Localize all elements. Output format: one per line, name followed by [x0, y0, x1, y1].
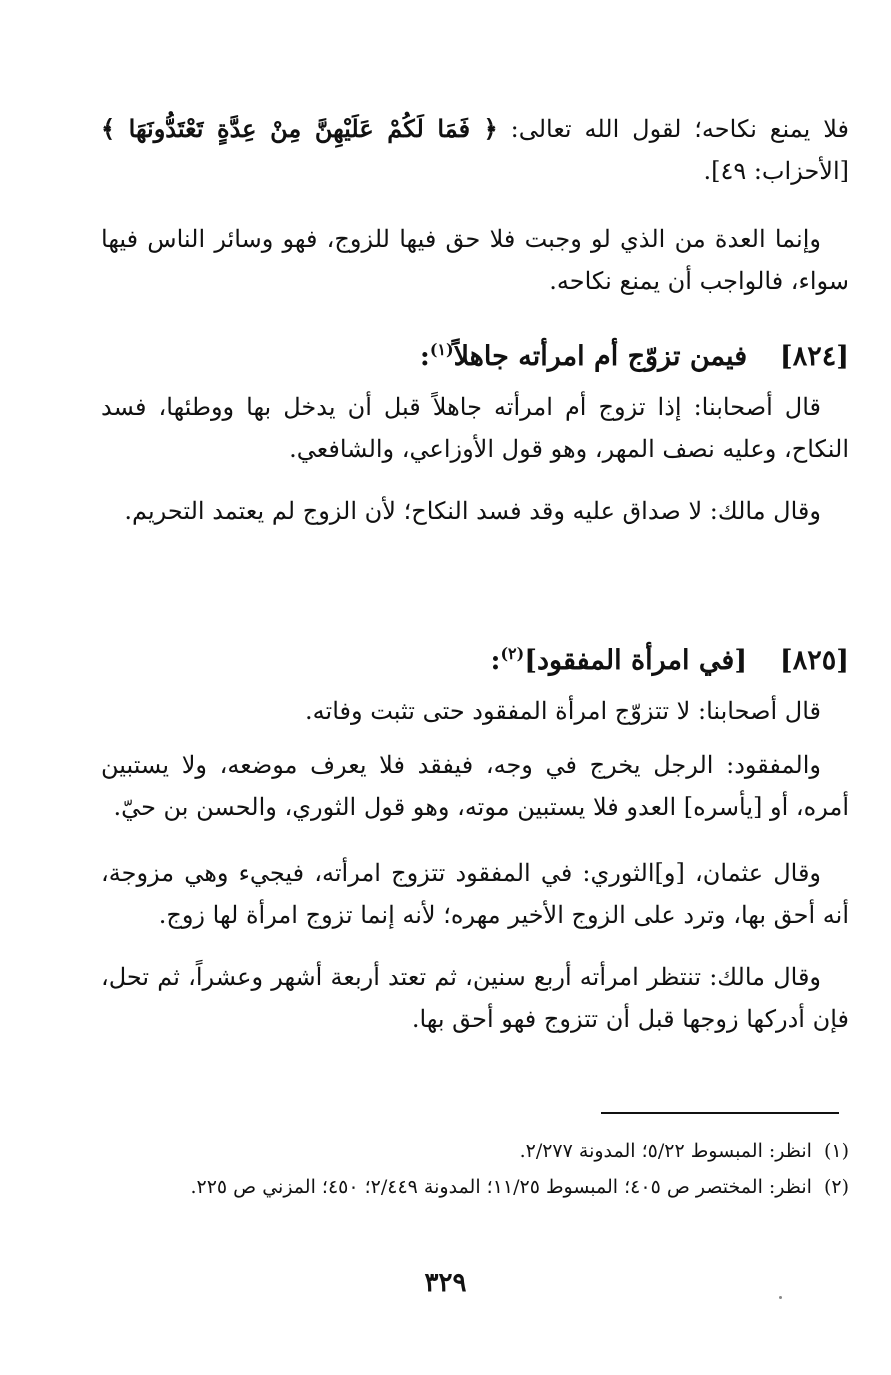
quran-verse: ﴿ فَمَا لَكُمْ عَلَيْهِنَّ مِنْ عِدَّةٍ تَعْتَدُّونَهَا ﴾	[101, 114, 498, 143]
footnote-2	[101, 1169, 849, 1205]
footnote-text: انظر: المبسوط ٥/٢٢؛ المدونة ٢/٢٧٧.	[519, 1140, 812, 1162]
paragraph-text: وقال عثمان، [و]الثوري: في المفقود تتزوج امرأته، فيجيء وهي مزوجة، أنه أحق بها، وترد على الزوج الأخير مهره؛ لأنه إنما تزوج امرأة لها زوج.	[101, 859, 849, 929]
verse-citation: [الأحزاب: ٤٩].	[703, 157, 849, 185]
paragraph-ashabuna-824	[101, 386, 849, 470]
paragraph-text: قال أصحابنا: لا تتزوّج امرأة المفقود حتى تثبت وفاته.	[305, 697, 821, 725]
footnotes	[101, 1133, 849, 1205]
footnote-number: (٢)	[823, 1176, 849, 1198]
paragraph-mafqud-definition	[101, 744, 849, 828]
paragraph-text: والمفقود: الرجل يخرج في وجه، فيفقد فلا يعرف موضعه، ولا يستبين أمره، أو [يأسره] العدو فلا يستبين موته، وهو قول الثوري، والحسن بن حيّ.	[101, 751, 849, 821]
heading-colon: :	[490, 645, 501, 676]
footnote-number: (١)	[823, 1140, 849, 1162]
paragraph-malik-824	[101, 490, 849, 532]
paragraph-ashabuna-825	[101, 690, 849, 732]
paragraph-ahzab-verse	[101, 108, 849, 192]
footnote-1	[101, 1133, 849, 1169]
heading-colon: :	[419, 341, 430, 372]
paragraph-text: فلا يمنع نكاحه؛ لقول الله تعالى:	[497, 115, 849, 143]
scan-speck	[779, 1296, 782, 1299]
section-heading-824	[420, 330, 849, 377]
section-number: [٨٢٤]	[779, 341, 849, 372]
footnote-text: انظر: المختصر ص ٤٠٥؛ المبسوط ١١/٢٥؛ المدونة ٢/٤٤٩؛ ٤٥٠؛ المزني ص ٢٢٥.	[190, 1176, 812, 1198]
footnote-reference: (٢)	[500, 644, 525, 663]
section-title: فيمن تزوّج أم امرأته جاهلاً	[453, 341, 748, 372]
paragraph-text: وقال مالك: تنتظر امرأته أربع سنين، ثم تعتد أربعة أشهر وعشراً، ثم تحل، فإن أدركها زوجها قبل أن تتزوج فهو أحق بها.	[101, 963, 849, 1033]
footnote-separator	[601, 1112, 839, 1114]
paragraph-uthman-thawri	[101, 852, 849, 936]
section-heading-825	[490, 634, 849, 681]
paragraph-malik-825	[101, 956, 849, 1040]
paragraph-text: وإنما العدة من الذي لو وجبت فلا حق فيها للزوج، فهو وسائر الناس فيها سواء، فالواجب أن يمنع نكاحه.	[101, 225, 849, 295]
paragraph-iddah	[101, 218, 849, 302]
section-title: [في امرأة المفقود]	[524, 645, 748, 676]
page-number: ٣٢٩	[424, 1268, 467, 1298]
section-number: [٨٢٥]	[779, 645, 849, 676]
paragraph-text: وقال مالك: لا صداق عليه وقد فسد النكاح؛ لأن الزوج لم يعتمد التحريم.	[124, 497, 821, 525]
paragraph-text: قال أصحابنا: إذا تزوج أم امرأته جاهلاً قبل أن يدخل بها ووطئها، فسد النكاح، وعليه نصف المهر، وهو قول الأوزاعي، والشافعي.	[101, 393, 849, 463]
footnote-reference: (١)	[429, 340, 454, 359]
